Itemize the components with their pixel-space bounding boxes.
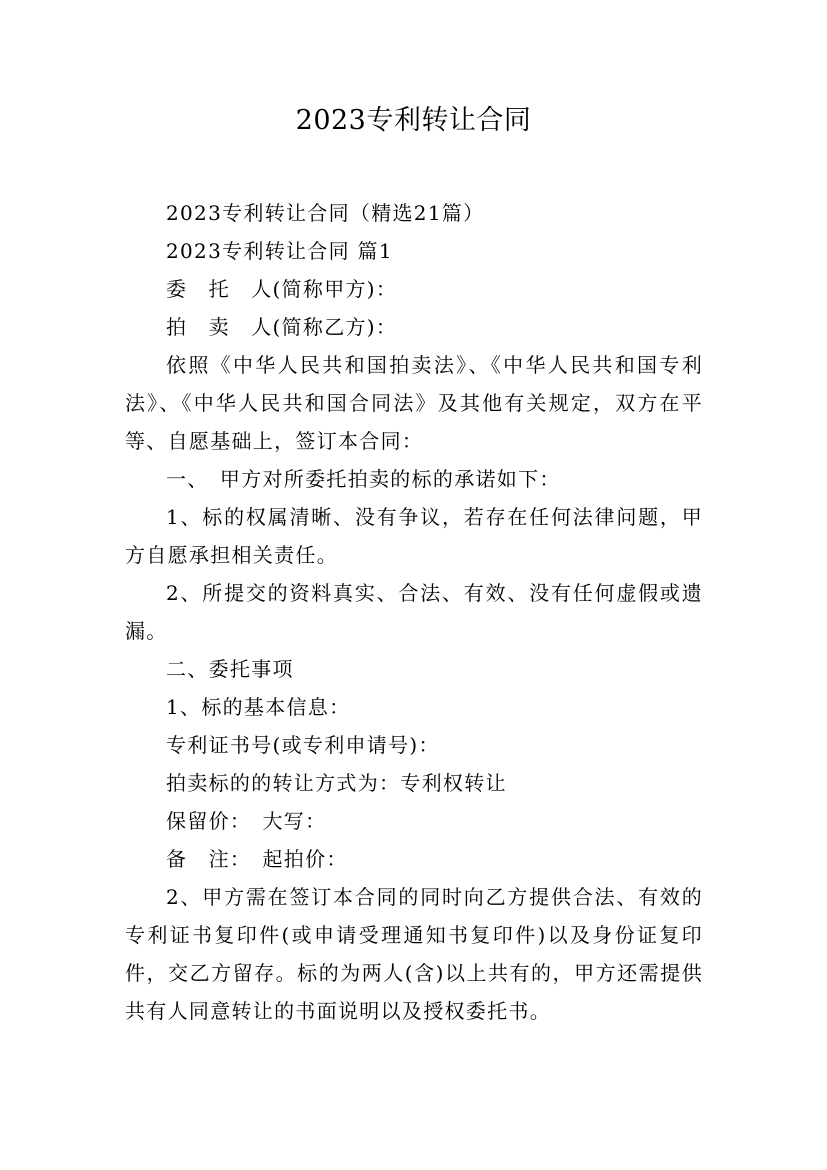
document-body bbox=[125, 194, 703, 1030]
party-a-line: 委 托 人(简称甲方)： bbox=[166, 277, 398, 301]
document-title: 2023专利转让合同 bbox=[295, 105, 532, 136]
party-b-line: 拍 卖 人(简称乙方)： bbox=[166, 315, 398, 339]
remarks-line: 备 注： 起拍价： bbox=[166, 847, 348, 871]
preamble-paragraph: 依照《中华人民共和国拍卖法》、《中华人民共和国专利法》、《中华人民共和国合同法》及其他有关规定，双方在平等、自愿基础上，签订本合同： bbox=[125, 353, 703, 453]
section-heading: 2023专利转让合同 篇1 bbox=[166, 239, 393, 263]
reserve-price-line: 保留价： 大写： bbox=[166, 809, 327, 833]
clause-two-item-2: 2、甲方需在签订本合同的同时向乙方提供合法、有效的专利证书复印件(或申请受理通知书复印件)以及身份证复印件，交乙方留存。标的为两人(含)以上共有的，甲方还需提供共有人同意转让的书面说明以及授权委托书。 bbox=[125, 885, 703, 1023]
transfer-method-line: 拍卖标的的转让方式为：专利权转让 bbox=[166, 771, 507, 795]
clause-one-heading: 一、 甲方对所委托拍卖的标的承诺如下： bbox=[166, 467, 561, 491]
clause-two-heading: 二、委托事项 bbox=[166, 657, 294, 681]
clause-one-item-1: 1、标的权属清晰、没有争议，若存在任何法律问题，甲方自愿承担相关责任。 bbox=[125, 505, 703, 567]
clause-two-item-1: 1、标的基本信息： bbox=[166, 695, 351, 719]
clause-one-item-2: 2、所提交的资料真实、合法、有效、没有任何虚假或遗漏。 bbox=[125, 581, 703, 643]
subtitle-paragraph: 2023专利转让合同（精选21篇） bbox=[166, 201, 485, 225]
patent-number-line: 专利证书号(或专利申请号)： bbox=[166, 733, 440, 757]
